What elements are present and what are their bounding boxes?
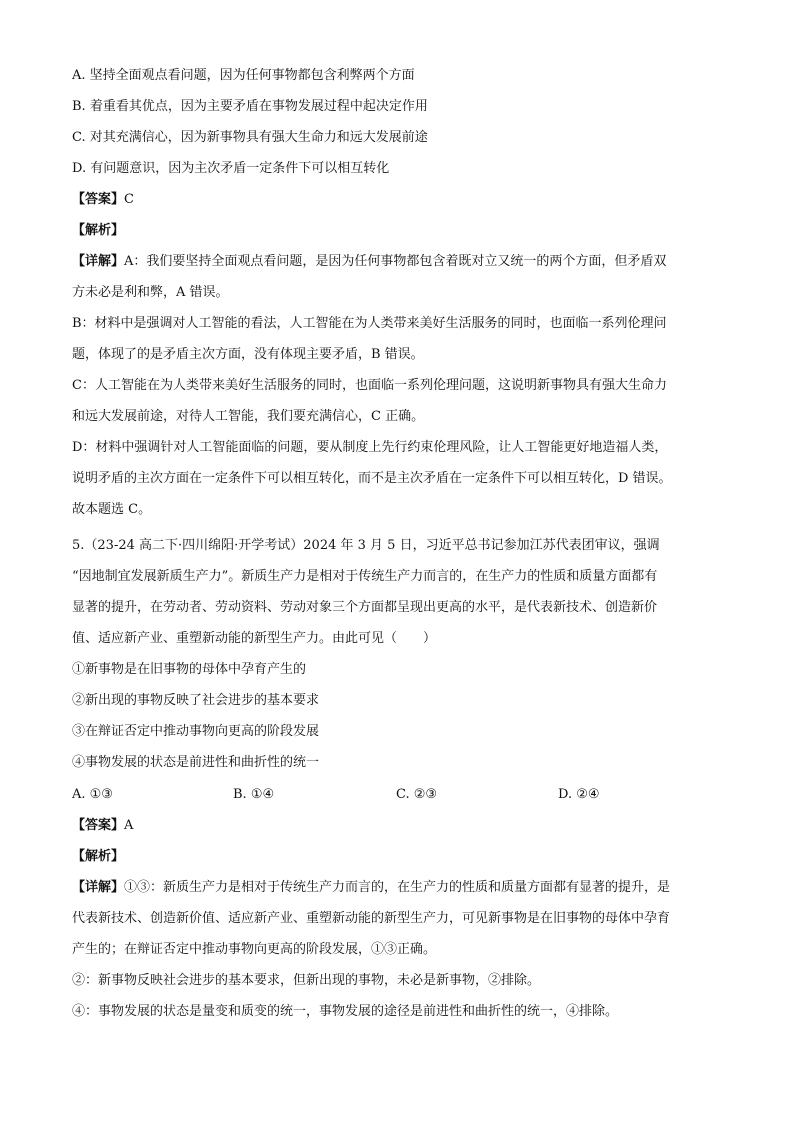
q5-detail-line: ②：新事物反映社会进步的基本要求，但新出现的事物，未必是新事物，②排除。 [72,973,541,988]
q4-option-d: D. 有问题意识，因为主次矛盾一定条件下可以相互转化 [72,161,390,176]
q4-detail-line: 方未必是利和弊，A 错误。 [72,285,229,300]
answer-value: A [124,818,134,833]
q5-choice-b: B. ①④ [233,787,275,802]
q5-detail-line: 产生的；在辩证否定中推动事物向更高的阶段发展，①③正确。 [72,942,437,957]
q5-stem-line: 值、适应新产业、重塑新动能的新型生产力。由此可见（ ） [72,631,437,646]
q4-detail-line: 说明矛盾的主次方面在一定条件下可以相互转化，而不是主次矛盾在一定条件下可以相互转化，D 错误。 [72,471,672,486]
q4-option-c: C. 对其充满信心，因为新事物具有强大生命力和远大发展前途 [72,130,428,145]
detail-text: ①③：新质生产力是相对于传统生产力而言的，在生产力的性质和质量方面都有显著的提升，是 [124,880,671,895]
answer-tag: 【答案】 [72,192,125,207]
q5-choice-d: D. ②④ [558,787,600,802]
q5-statement-4: ④事物发展的状态是前进性和曲折性的统一 [72,755,320,770]
q4-detail-line: 故本题选 C。 [72,502,152,517]
answer-value: C [124,192,134,207]
q5-stem-line: 显著的提升，在劳动者、劳动资料、劳动对象三个方面都呈现出更高的水平，是代表新技术、创造新价 [72,600,658,615]
q5-choice-a: A. ①③ [72,787,113,802]
detail-tag: 【详解】 [72,880,125,895]
q5-stem-line: 5.（23-24 高二下·四川绵阳·开学考试）2024 年 3 月 5 日，习近平总书记参加江苏代表团审议，强调 [72,538,660,553]
q4-detail-line [72,253,666,271]
q4-detail-line: B：材料中是强调对人工智能的看法，人工智能在为人类带来美好生活服务的同时，也面临一系列伦理问 [72,316,667,331]
q4-detail-line: 和远大发展前途，对待人工智能，我们要充满信心，C 正确。 [72,409,425,424]
q5-statement-2: ②新出现的事物反映了社会进步的基本要求 [72,693,320,708]
q4-option-b: B. 着重看其优点，因为主要矛盾在事物发展过程中起决定作用 [72,99,428,114]
detail-text: A：我们要坚持全面观点看问题，是因为任何事物都包含着既对立又统一的两个方面，但矛盾双 [124,254,667,269]
q5-detail-line: 代表新技术、创造新价值、适应新产业、重塑新动能的新型生产力，可见新事物是在旧事物的母体中孕育 [72,911,671,926]
q5-answer [72,817,133,835]
q5-analysis-tag: 【解析】 [72,849,125,864]
q5-statement-1: ①新事物是在旧事物的母体中孕育产生的 [72,662,307,677]
detail-tag: 【详解】 [72,254,125,269]
q5-detail-line: ④：事物发展的状态是量变和质变的统一，事物发展的途径是前进性和曲折性的统一，④排除。 [72,1004,619,1019]
q5-choice-c: C. ②③ [396,787,438,802]
q4-analysis-tag: 【解析】 [72,223,125,238]
answer-tag: 【答案】 [72,818,125,833]
q4-detail-line: D：材料中强调针对人工智能面临的问题，要从制度上先行约束伦理风险，让人工智能更好地造福人类， [72,440,668,455]
q5-detail-line [72,879,670,897]
q4-option-a: A. 坚持全面观点看问题，因为任何事物都包含利弊两个方面 [72,68,415,83]
q4-answer [72,191,134,209]
q4-detail-line: 题，体现了的是矛盾主次方面，没有体现主要矛盾，B 错误。 [72,347,424,362]
q4-detail-line: C：人工智能在为人类带来美好生活服务的同时，也面临一系列伦理问题，这说明新事物具有强大生命力 [72,378,667,393]
q5-stem-line: “因地制宜发展新质生产力”。新质生产力是相对于传统生产力而言的，在生产力的性质和质量方面都有 [72,569,658,584]
q5-statement-3: ③在辩证否定中推动事物向更高的阶段发展 [72,724,320,739]
